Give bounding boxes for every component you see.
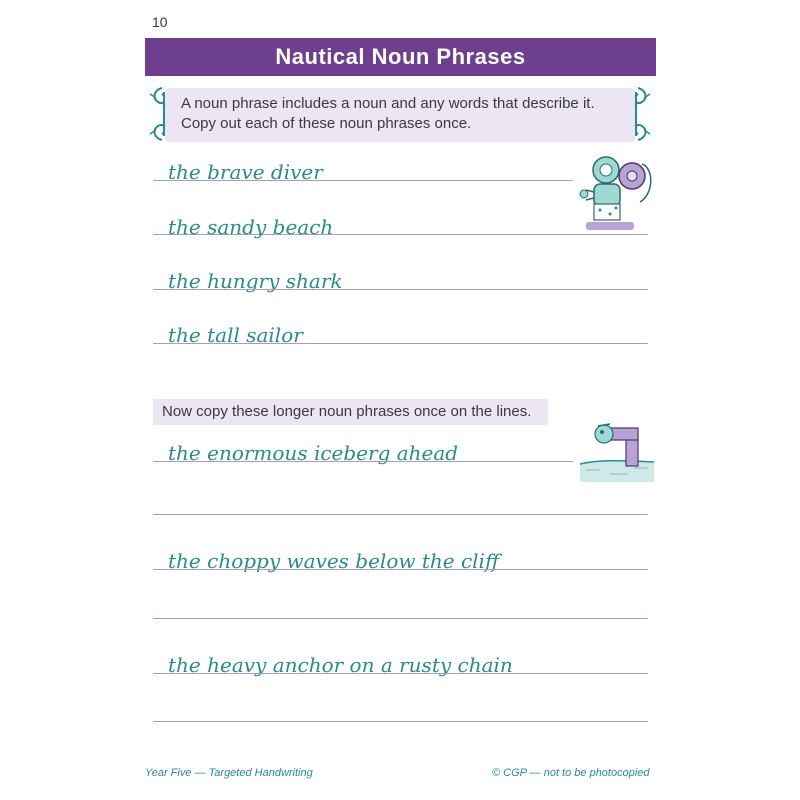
instruction-box	[165, 88, 635, 142]
long-phrase-2: the choppy waves below the cliff	[168, 549, 500, 573]
phrase-2: the sandy beach	[168, 215, 334, 239]
writing-line	[153, 514, 648, 515]
instruction-text: A noun phrase includes a noun and any words that describe it. Copy out each of these noun phrases once.	[181, 95, 595, 132]
phrase-1: the brave diver	[168, 160, 323, 184]
footer-copyright: © CGP — not to be photocopied	[492, 767, 650, 779]
writing-line	[153, 673, 648, 674]
diver-illustration-icon	[576, 150, 658, 234]
writing-line	[153, 461, 573, 462]
footer-book-title: Year Five — Targeted Handwriting	[145, 767, 313, 779]
long-phrase-3: the heavy anchor on a rusty chain	[168, 653, 513, 677]
writing-line	[153, 343, 648, 344]
writing-line	[153, 289, 648, 290]
phrase-4: the tall sailor	[168, 323, 303, 347]
page-number: 10	[152, 14, 168, 30]
title-bar	[145, 38, 656, 76]
writing-line	[153, 721, 648, 722]
long-phrase-1: the enormous iceberg ahead	[168, 441, 459, 465]
writing-line	[153, 618, 648, 619]
writing-line	[153, 180, 573, 181]
page-title: Nautical Noun Phrases	[275, 44, 526, 69]
sub-instruction: Now copy these longer noun phrases once on the lines.	[153, 399, 548, 425]
writing-line	[153, 569, 648, 570]
periscope-illustration-icon	[576, 418, 658, 484]
phrase-3: the hungry shark	[168, 269, 343, 293]
